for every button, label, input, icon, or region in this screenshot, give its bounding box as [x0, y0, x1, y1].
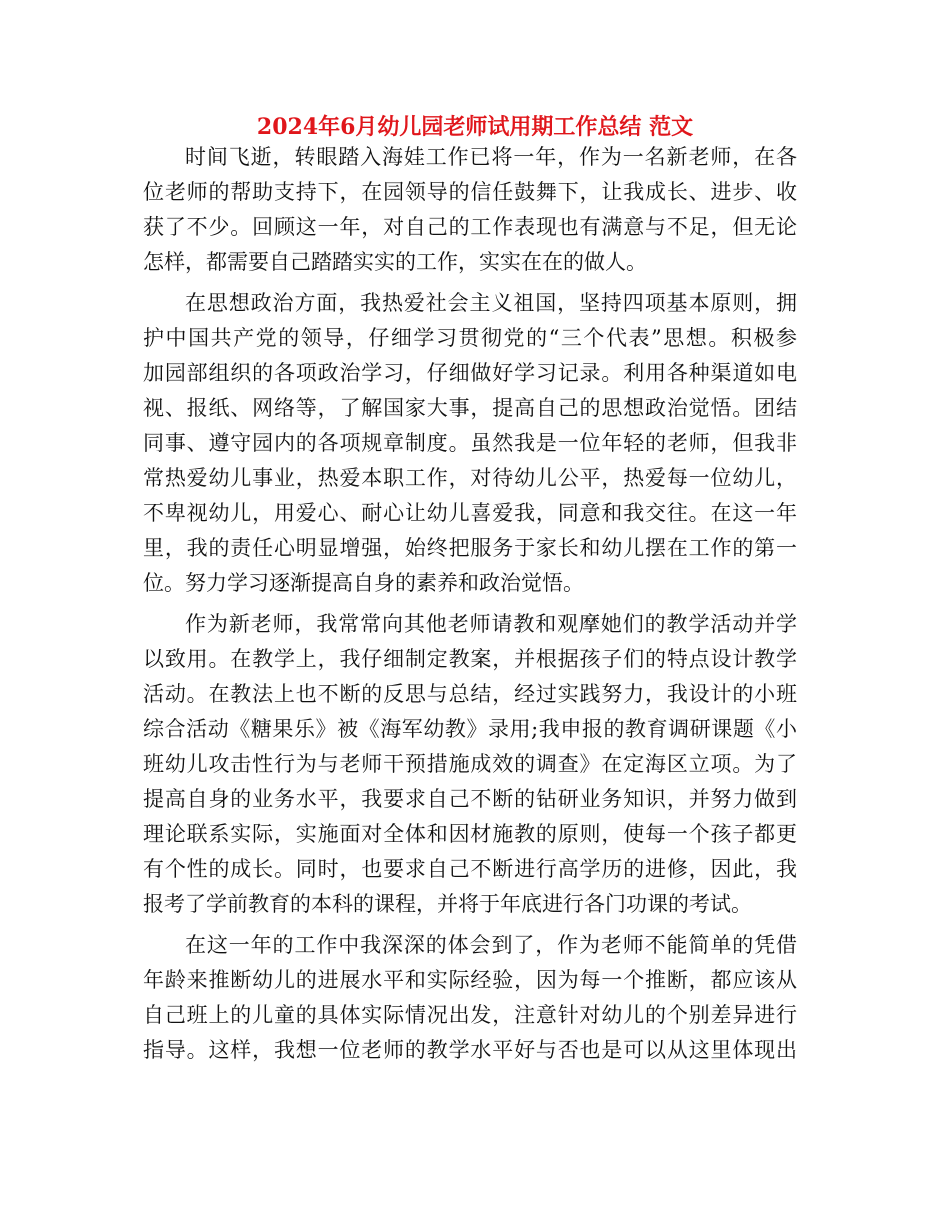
paragraph-politics [143, 286, 797, 601]
text-line: 不卑视幼儿，用爱心、耐心让幼儿喜爱我，同意和我交往。在这一年 [143, 501, 797, 525]
paragraph-intro [143, 140, 797, 280]
text-line: 报考了学前教育的本科的课程，并将于年底进行各门功课的考试。 [143, 892, 752, 916]
text-line: 指导。这样，我想一位老师的教学水平好与否也是可以从这里体现出 [143, 1038, 797, 1062]
text-line: 综合活动《糖果乐》被《海军幼教》录用;我申报的教育调研课题《小 [143, 717, 797, 741]
text-line: 同事、遵守园内的各项规章制度。虽然我是一位年轻的老师，但我非 [143, 431, 797, 455]
text-line: 视、报纸、网络等，了解国家大事，提高自己的思想政治觉悟。团结 [143, 396, 797, 420]
text-line: 年龄来推断幼儿的进展水平和实际经验，因为每一个推断，都应该从 [143, 968, 797, 992]
text-line: 理论联系实际，实施面对全体和因材施教的原则，使每一个孩子都更 [143, 822, 797, 846]
document-body [143, 140, 797, 1074]
text-line: 在这一年的工作中我深深的体会到了，作为老师不能简单的凭借 [185, 933, 797, 957]
text-line: 里，我的责任心明显增强，始终把服务于家长和幼儿摆在工作的第一 [143, 536, 797, 560]
text-line: 获了不少。回顾这一年，对自己的工作表现也有满意与不足，但无论 [143, 215, 797, 239]
paragraph-reflection [143, 928, 797, 1068]
text-line: 加园部组织的各项政治学习，仔细做好学习记录。利用各种渠道如电 [143, 361, 797, 385]
document-title: 2024年6月幼儿园老师试用期工作总结 范文 [256, 114, 694, 140]
text-line: 常热爱幼儿事业，热爱本职工作，对待幼儿公平，热爱每一位幼儿， [143, 466, 797, 490]
text-line: 护中国共产党的领导，仔细学习贯彻党的“三个代表”思想。积极参 [143, 326, 797, 350]
text-line: 位。努力学习逐渐提高自身的素养和政治觉悟。 [143, 571, 584, 595]
text-line: 以致用。在教学上，我仔细制定教案，并根据孩子们的特点设计教学 [143, 647, 797, 671]
text-line: 位老师的帮助支持下，在园领导的信任鼓舞下，让我成长、进步、收 [143, 180, 797, 204]
text-line: 作为新老师，我常常向其他老师请教和观摩她们的教学活动并学 [185, 612, 797, 636]
text-line: 班幼儿攻击性行为与老师干预措施成效的调查》在定海区立项。为了 [143, 752, 797, 776]
text-line: 提高自身的业务水平，我要求自己不断的钻研业务知识，并努力做到 [143, 787, 797, 811]
text-line: 在思想政治方面，我热爱社会主义祖国，坚持四项基本原则，拥 [185, 291, 797, 315]
text-line: 有个性的成长。同时，也要求自己不断进行高学历的进修，因此，我 [143, 857, 797, 881]
text-line: 活动。在教法上也不断的反思与总结，经过实践努力，我设计的小班 [143, 682, 797, 706]
paragraph-teaching [143, 607, 797, 922]
text-line: 时间飞逝，转眼踏入海娃工作已将一年，作为一名新老师，在各 [185, 145, 797, 169]
text-line: 怎样，都需要自己踏踏实实的工作，实实在在的做人。 [143, 250, 647, 274]
text-line: 自己班上的儿童的具体实际情况出发，注意针对幼儿的个别差异进行 [143, 1003, 797, 1027]
